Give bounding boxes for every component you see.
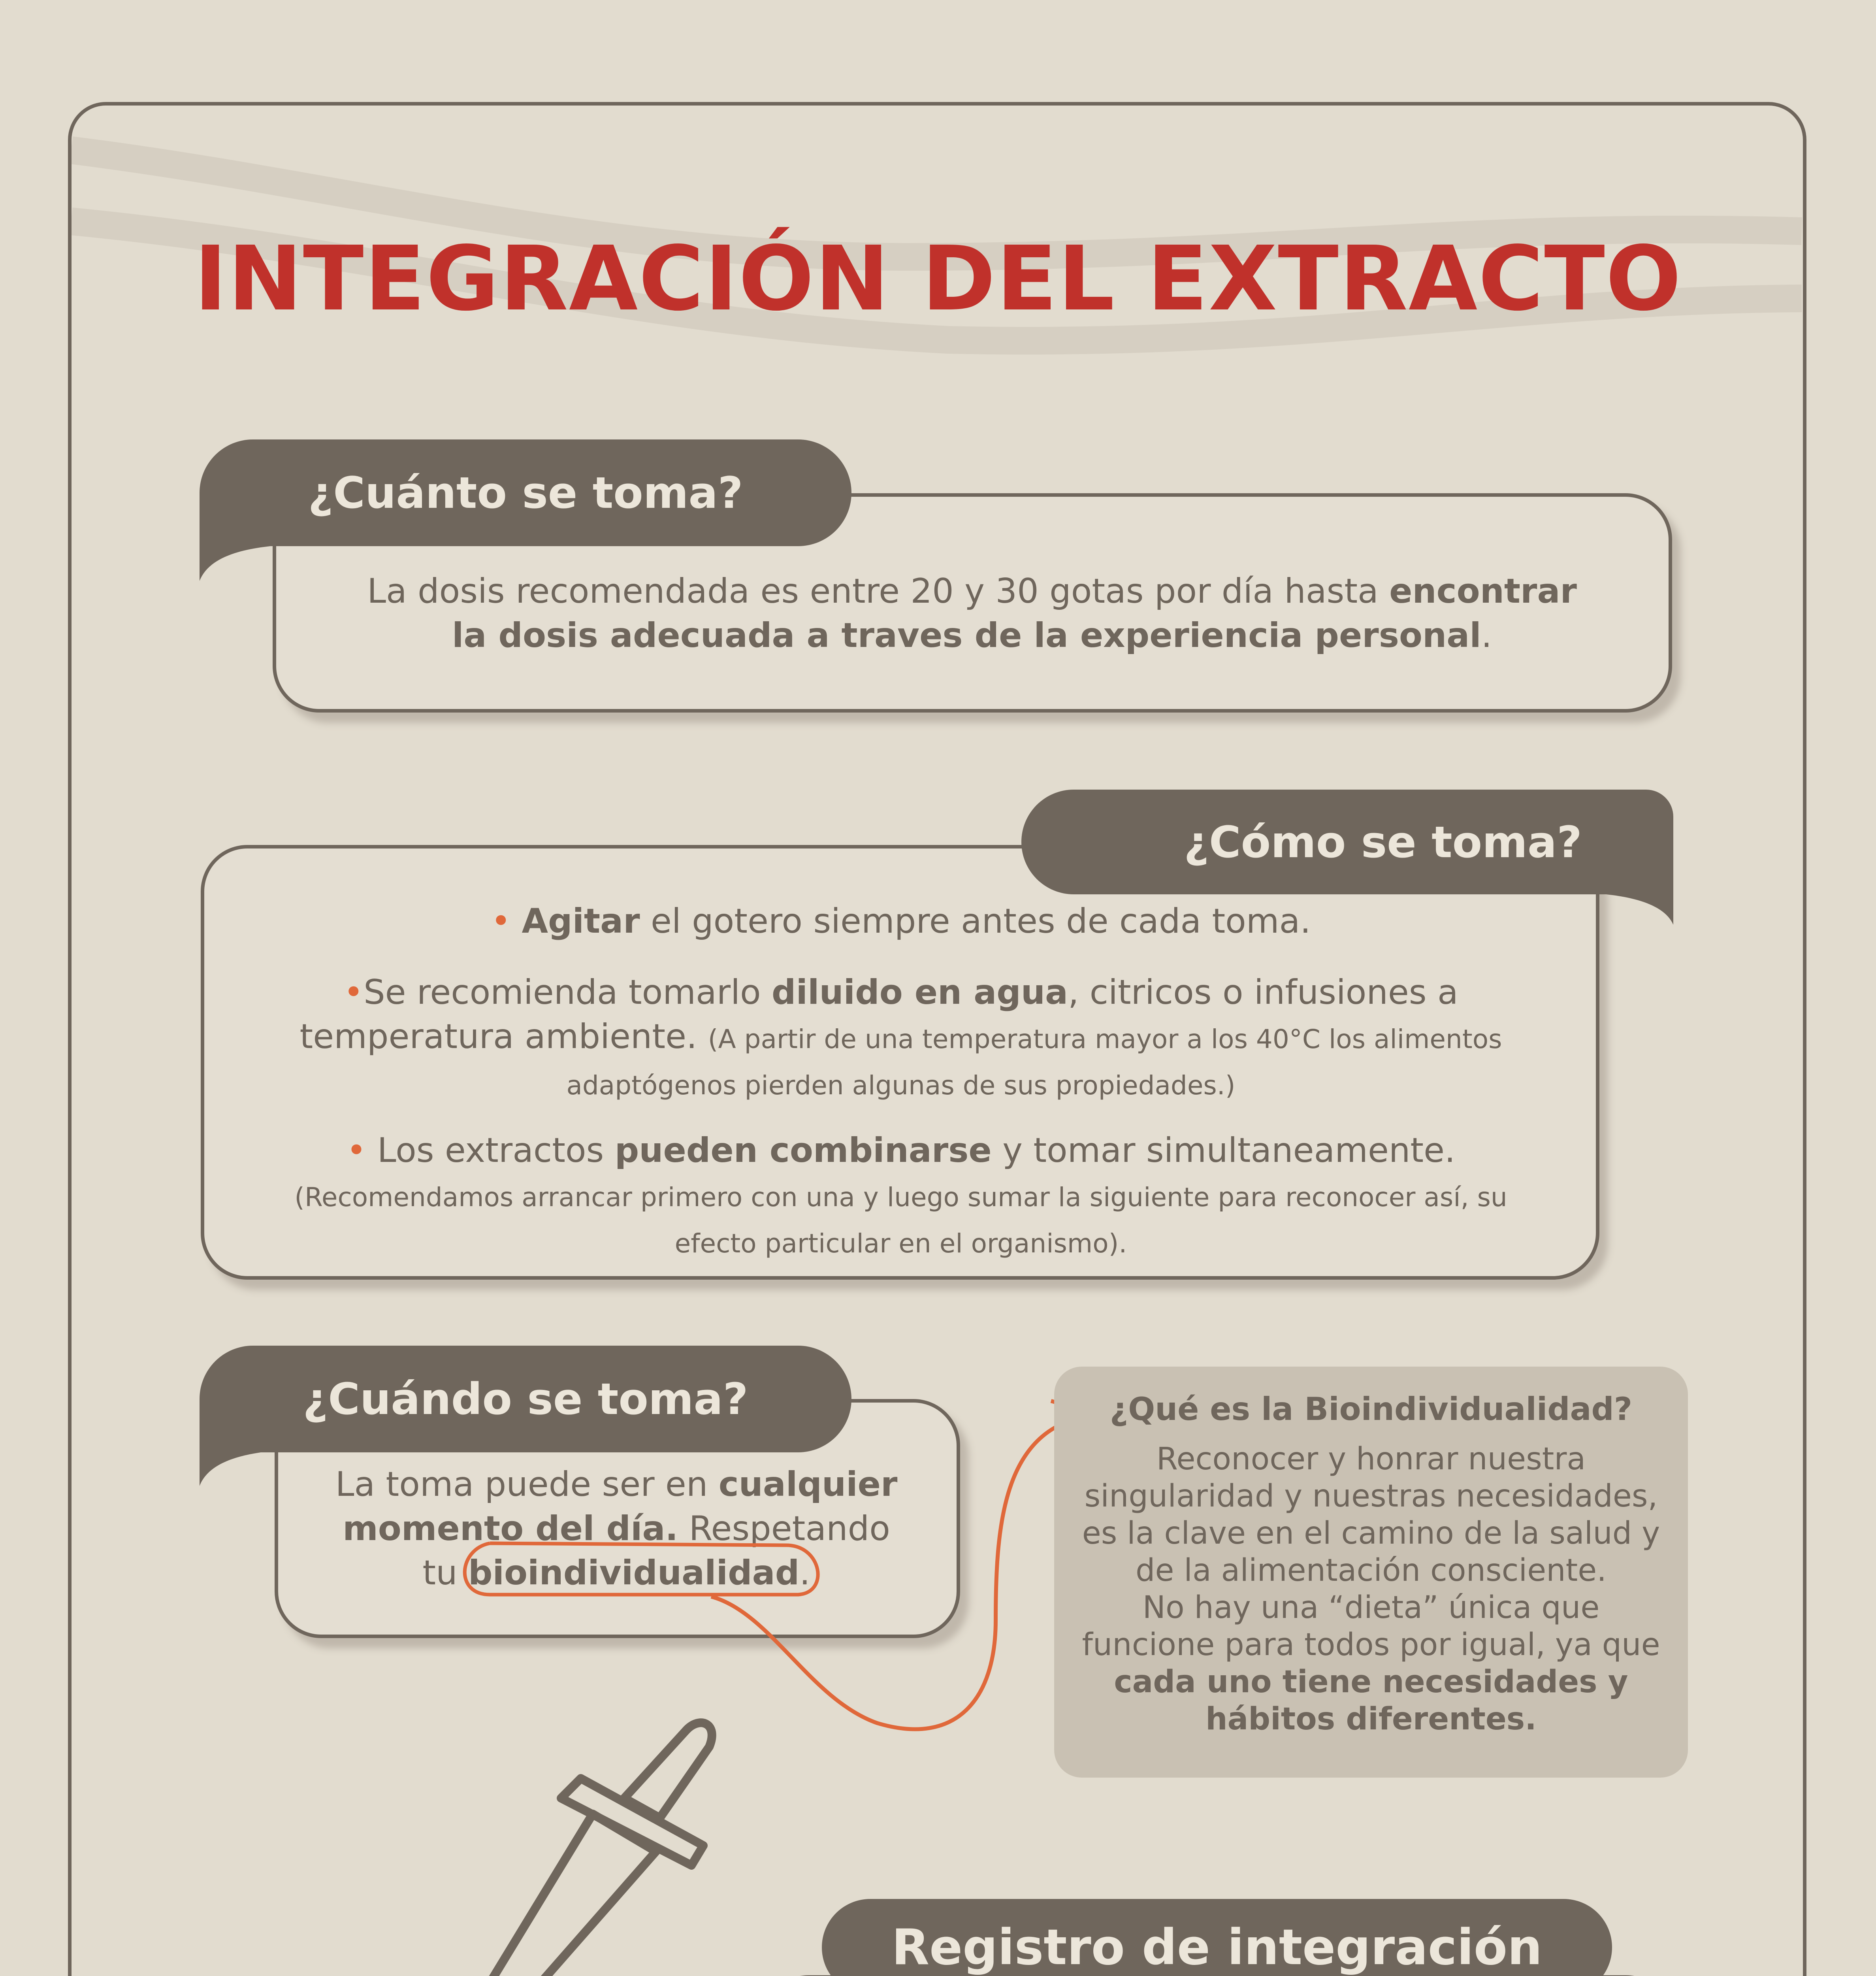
bullet-icon: • xyxy=(346,1131,367,1170)
registry-heading: Registro de integración xyxy=(822,1899,1612,1976)
timing-text: La toma puede ser en cualquier momento del día. Respetando tu bioindividualidad. xyxy=(335,1465,898,1593)
dose-heading: ¿Cuánto se toma? xyxy=(200,439,851,546)
dose-text: La dosis recomendada es entre 20 y 30 gotas por día hasta encontrar la dosis adecuada a traves de la experiencia personal. xyxy=(367,571,1577,655)
dropper-icon xyxy=(395,1723,712,1976)
bioindividuality-body: Reconocer y honrar nuestra singularidad y nuestras necesidades, es la clave en el camino de la salud y de la alimentación consciente. No hay una “dieta” única que funcione para todos por igual, ya que cada uno tiene necesidades y hábitos diferentes. xyxy=(1082,1441,1660,1737)
method-bullet-1: • Agitar el gotero siempre antes de cada toma. xyxy=(491,901,1311,941)
method-bullet-2: •Se recomienda tomarlo diluido en agua, citricos o infusiones a temperatura ambiente. (A partir de una temperatura mayor a los 40°C los alimentos adaptógenos pierden algunas de sus propiedades.) xyxy=(299,973,1502,1101)
bullet-icon: • xyxy=(491,901,511,941)
method-bullet-3: • Los extractos pueden combinarse y tomar simultaneamente. (Recomendamos arrancar primero con una y luego sumar la siguiente para reconocer así, su efecto particular en el organismo). xyxy=(294,1131,1507,1259)
page-title: INTEGRACIÓN DEL EXTRACTO xyxy=(194,227,1682,331)
bioindividuality-heading: ¿Qué es la Bioindividualidad? xyxy=(1109,1391,1633,1427)
bullet-icon: • xyxy=(343,973,364,1012)
bioindividualidad-highlight: bioindividualidad xyxy=(468,1553,800,1593)
timing-heading: ¿Cuándo se toma? xyxy=(200,1346,851,1452)
method-heading: ¿Cómo se toma? xyxy=(1021,790,1673,894)
dropper-jar-illustration xyxy=(205,1699,759,1976)
